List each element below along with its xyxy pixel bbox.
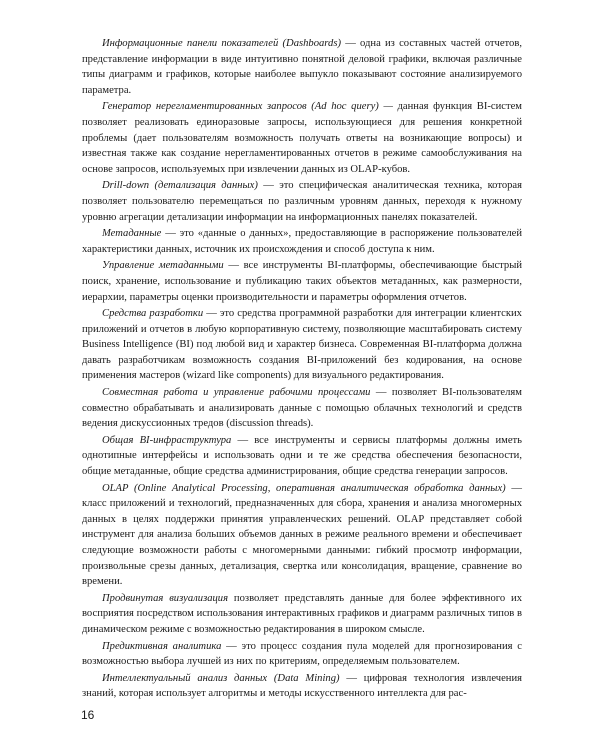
term: Метаданные [102, 228, 162, 240]
definition: — класс приложений и технологий, предназначенных для сбора, хранения и анализа многомерных данных в целях поддержки принятия управленческих решений. OLAP представляет собой инструмент для анализа больших объемов данных в режиме реального времени и обеспечивает следующие возможности работы с многомерными данными: гибкий просмотр информации, произвольные срезы данных, детализация, свертка или консолидация, вращение, сравнение во времени. [82, 482, 522, 588]
definition: — это средства программной разработки для интеграции клиентских приложений и отчетов в любую корпоративную систему, позволяющие масштабировать систему Business Intelligence (BI) под любой вид и характер бизнеса. Современная BI-платформа должна давать разработчикам возможность создания BI-приложений без кодирования, на основе применения мастеров (wizard like components) для визуального редактирования. [82, 308, 522, 382]
paragraph-bi-infrastructure [82, 433, 522, 480]
paragraph-visualization [82, 591, 522, 638]
term: Управление метаданными [102, 260, 224, 272]
paragraph-dashboards [82, 36, 522, 98]
term: Общая BI-инфраструктура [102, 434, 232, 446]
term: OLAP (Online Analytical Processing, оперативная аналитическая обработка данных) [102, 482, 506, 494]
definition: — одна из составных частей отчетов, представление информации в виде интуитивно понятной деловой графики, включая различные типы диаграмм и графиков, которые наиболее выпукло показывают состояние анализируемого параметра. [82, 38, 522, 96]
definition: — это процесс создания пула моделей для прогнозирования с возможностью выбора лучшей из них по критериям, определяемым пользователем. [82, 640, 522, 668]
term: Генератор нерегламентированных запросов (Ad hoc query) — [102, 101, 398, 113]
paragraph-data-mining [82, 671, 522, 702]
term: Информационные панели показателей (Dashboards) [102, 38, 341, 49]
paragraph-predictive-analytics [82, 639, 522, 670]
paragraph-drill-down [82, 178, 522, 225]
paragraph-dev-tools [82, 306, 522, 384]
page-body [82, 36, 522, 703]
definition: данная функция BI-систем позволяет реализовать единоразовые запросы, использующиеся для решения конкретной проблемы (дает пользователям возможность получать ответы на возникающие вопросы) и известная также как создание нерегламентированных отчетов в режиме самообслуживания на основе запросов, используемых при извлечении данных из OLAP-кубов. [82, 101, 522, 175]
term: Drill-down (детализация данных) [102, 180, 258, 192]
paragraph-olap [82, 481, 522, 590]
definition: — это специфическая аналитическая техника, которая позволяет пользователю перемещаться по различным уровням данных, переходя к нужному уровню агрегации детализации информации на информационных панелях показателей. [82, 180, 522, 223]
page-number: 16 [81, 708, 95, 722]
definition: позволяет представлять данные для более эффективного их восприятия посредством использования интерактивных графиков и диаграмм различных типов в динамическом режиме с возможностью редактирования в широком смысле. [82, 592, 522, 635]
term: Продвинутая визуализация [102, 592, 229, 604]
term: Интеллектуальный анализ данных (Data Mining) [102, 672, 340, 684]
definition: — позволяет BI-пользователям совместно обрабатывать и анализировать данные с помощью облачных технологий и средств ведения дискуссионных тредов (discussion threads). [82, 387, 522, 430]
paragraph-ad-hoc-query [82, 99, 522, 177]
term: Предиктивная аналитика [102, 640, 222, 652]
definition: — все инструменты BI-платформы, обеспечивающие быстрый поиск, хранение, использование и публикацию таких объектов метаданных, как размерности, иерархии, параметры оценки производительности и параметры оформления отчетов. [82, 260, 522, 303]
definition: — цифровая технология извлечения знаний, которая использует алгоритмы и методы искусственного интеллекта для рас- [82, 672, 522, 700]
paragraph-collaboration [82, 385, 522, 432]
definition: — это «данные о данных», предоставляющие в распоряжение пользователей характеристики данных, источник их происхождения и способ доступа к ним. [82, 228, 522, 255]
term: Совместная работа и управление рабочими процессами [102, 387, 371, 399]
term: Средства разработки [102, 308, 204, 320]
paragraph-metadata [82, 226, 522, 257]
definition: — все инструменты и сервисы платформы должны иметь однотипные интерфейсы и использовать одни и те же средства обеспечения безопасности, общие метаданные, общие средства администрирования, общие средства генерации запросов. [82, 434, 522, 478]
paragraph-metadata-management [82, 258, 522, 305]
